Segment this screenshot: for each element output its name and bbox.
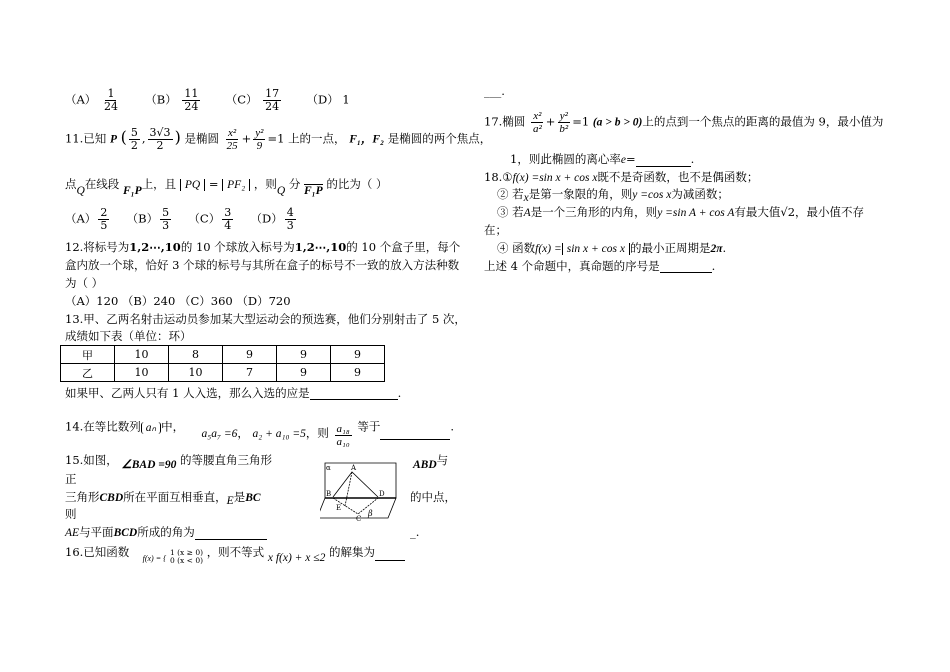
q11-end: 是椭圆的两个焦点， [387, 131, 492, 146]
label-c: C [356, 515, 362, 522]
q11-line-2 [65, 177, 388, 197]
q16-function: f(x) = { [142, 554, 167, 563]
table-cell: 7 [223, 364, 277, 382]
label-b: B [326, 490, 332, 498]
q17-line-1: 17.椭圆 $\frac{\text{x²}}{\text{a²}}$ + $\frac{\text{y²}}{\text{b²}}$ =1 (a > b > 0)上的点到一个焦点的距离的最值为 9，最小值为 [484, 110, 884, 135]
q17-line-2 [510, 152, 694, 167]
q17-l2-a: 1，则此椭圆的离心率 [510, 152, 621, 166]
q10-option-c-label: （C） [225, 92, 258, 107]
q13-answer-blank [310, 387, 398, 400]
q10-option-c-fraction: $\frac{17}{24}$ [265, 87, 280, 113]
q18-line-5 [497, 241, 726, 256]
q14-cond-2: a₂ + a₁₀ =5 [252, 427, 306, 440]
q12-range-2: 1,2⋯,10 [294, 240, 347, 254]
q13-line-2: 成绩如下表（单位：环） [65, 329, 192, 343]
label-d: D [379, 490, 385, 498]
q11-option-a-label: （A） [65, 211, 97, 226]
q11-point-q: Q [76, 185, 85, 197]
q12-l1-a: 12.将标号为 [65, 240, 130, 254]
q12-line-2: 盒内放一个球，恰好 3 个球的标号与其所在盒子的标号不一致的放入方法种数 [65, 258, 460, 272]
q10-option-d-label: （D） [306, 92, 339, 107]
q16-answer-blank [375, 548, 405, 561]
q15-l5-b: 所成的角为 [137, 525, 195, 539]
q14-answer-blank [380, 427, 450, 440]
q14-e: 等于 [357, 419, 381, 434]
q17-ellipse-y: $\frac{\text{y²}}{\text{b²}}$ [559, 110, 569, 135]
q16-cases [170, 549, 203, 565]
q16-lead: 16.已知函数 [65, 545, 130, 559]
q16-line [65, 545, 405, 565]
q18-line-2 [497, 187, 729, 202]
q12-l1-e: 的 10 个盒子里，每个 [346, 240, 461, 254]
q15-cbd: CBD [99, 492, 124, 504]
q18-x: x [523, 192, 529, 204]
q12-line-3: 为（ ） [65, 276, 104, 290]
q11-option-a: $\frac{2}{5}$ [100, 206, 108, 232]
q17-eq: =1 [572, 114, 590, 129]
q15-l3-c: 是 [233, 490, 246, 504]
q14-sequence: aₙ [141, 422, 161, 434]
q11-l2-b: 在线段 [84, 177, 120, 191]
q13-score-table [60, 345, 385, 382]
q15-l1-c: 与 [436, 453, 449, 467]
q18-lead: 18.① [484, 170, 513, 184]
q10-option-a-label: （A） [65, 92, 97, 107]
q18-f2: y =cos x [632, 189, 672, 201]
q18-l5-a: ④ 函数 [497, 241, 536, 255]
q11-l2-c: 上，且 [141, 177, 177, 191]
q15-bc: BC [245, 492, 261, 504]
q11-options [65, 207, 298, 232]
q15-line-5 [65, 525, 267, 540]
table-cell: 9 [331, 346, 385, 364]
q17-lead: 17.椭圆 [484, 114, 526, 129]
q18-l3-c: 有最大值 [734, 205, 781, 219]
q18-line-4: 在； [484, 223, 507, 237]
q15-line-5-end: _. [410, 525, 420, 539]
q13-line-1: 13.甲、乙两名射击运动员参加某大型运动会的预选赛，他们分别射击了 5 次， [65, 312, 466, 326]
table-cell: 9 [277, 346, 331, 364]
q11-mid: 是椭圆 [184, 131, 219, 146]
q11-px: $\frac{5}{2}$ [130, 126, 138, 152]
q12-l1-c: 的 10 个球放入标号为 [180, 240, 295, 254]
q13-line-3: 如果甲、乙两人只有 1 人入选，那么入选的应是 . [65, 386, 402, 400]
q18-l3-a: ③ 若 [497, 205, 524, 219]
q16-case-0: 0 (x < 0) [169, 556, 204, 565]
q17-l2-c: . [690, 152, 695, 166]
q15-line-4: 则 [65, 507, 77, 521]
q10-option-b-fraction: $\frac{11}{24}$ [184, 87, 199, 113]
q11-l2-a: 点 [65, 177, 77, 191]
q18-answer-blank [660, 260, 712, 273]
label-e: E [336, 504, 342, 512]
q11-option-d: $\frac{4}{3}$ [286, 206, 294, 232]
q11-line-1: 11.已知 P ( $\frac{5}{2}$ , $\frac{3√3}{2}$ ) 是椭圆 $\frac{\text{x²}}{25}$ + $\frac{\text{y²}}{9}$ =1 上的一点， F₁，F₂ 是椭圆的两个焦点， [65, 126, 492, 152]
q11-l2-d: ，则 [253, 177, 277, 191]
q18-l2-a: ② 若 [497, 187, 524, 201]
q15-angle: ∠BAD =90 [121, 459, 177, 471]
q11-l2-e: 分 [288, 177, 301, 191]
q15-abd: ABD [413, 459, 437, 471]
label-beta: β [368, 509, 373, 518]
q15-l3-b: 所在平面互相垂直， [123, 490, 227, 504]
q11-segment: F₁P [122, 185, 142, 197]
q11-option-b-label: （B） [126, 211, 159, 226]
q18-question: 上述 4 个命题中，真命题的序号是 [484, 259, 660, 273]
q15-l3-a: 三角形 [65, 490, 100, 504]
table-row [61, 346, 385, 364]
table-cell: 8 [169, 346, 223, 364]
table-row [61, 364, 385, 382]
q18-l2-b: 是第一象限的角，则 [528, 187, 633, 201]
q12-options: （A）120 （B）240 （C）360 （D）720 [65, 294, 291, 308]
q18-sqrt2: √2 [780, 205, 796, 219]
q16-case-1: 1 (x ≥ 0) [169, 548, 204, 557]
q18-l3-d: ，最小值不存 [795, 205, 865, 219]
q18-period: 2π [710, 243, 723, 255]
table-cell: 9 [331, 364, 385, 382]
q17-answer-blank [636, 154, 691, 167]
q11-option-b: $\frac{5}{3}$ [162, 206, 170, 232]
q11-lead: 11.已知 [65, 131, 107, 146]
table-cell: 乙 [61, 364, 115, 382]
table-cell: 10 [115, 346, 169, 364]
q18-line-1 [484, 170, 758, 185]
q10-options [65, 88, 350, 113]
q16-c: 的解集为 [329, 545, 375, 559]
q15-line-2: 正 [65, 472, 77, 486]
q11-post: 上的一点， [288, 131, 346, 146]
q15-lead: 15.如图， [65, 453, 118, 467]
q11-abs-pf2: PF₂ [222, 179, 250, 191]
q17-l2-b: = [625, 152, 636, 166]
q18-line-3 [497, 205, 864, 220]
q11-point-q2: Q [276, 185, 286, 197]
q18-line-6 [484, 259, 715, 273]
q15-line-3 [65, 490, 261, 505]
triangle-abd [333, 472, 378, 497]
q15-line-3-right: 的中点， [410, 490, 456, 504]
q15-bcd: BCD [113, 527, 138, 539]
q14-d: ，则 [305, 425, 329, 440]
q17-e: e [620, 154, 626, 166]
q14-cond-1: a₅a₇ =6 [201, 427, 238, 440]
q11-point-p: P [109, 133, 117, 146]
q11-option-d-label: （D） [250, 211, 283, 226]
q18-abs: sin x + cos x [562, 243, 630, 255]
q11-option-c: $\frac{3}{4}$ [224, 206, 232, 232]
label-a: A [351, 464, 357, 472]
q17-condition: (a > b > 0) [592, 116, 643, 129]
q18-l5-b: 的最小正周期是 [629, 241, 711, 255]
q18-l1-b: 既不是奇函数，也不是偶函数； [597, 170, 759, 184]
q12-line-1 [65, 240, 460, 254]
table-cell: 甲 [61, 346, 115, 364]
q17-b: 上的点到一个焦点的距离的最值为 9，最小值为 [642, 114, 884, 129]
q14-lead: 14.在等比数列 [65, 419, 141, 434]
q11-vector: F₁P [303, 185, 323, 197]
q11-ellipse-x: $\frac{\text{x²}}{25}$ [226, 127, 238, 152]
q11-eq: = [208, 177, 219, 191]
q18-f1: f(x) =sin x + cos x [512, 172, 598, 184]
q15-ae: AE [65, 527, 80, 539]
q11-foci: F₁，F₂ [349, 133, 385, 146]
q16-b: ，则不等式 [206, 545, 265, 559]
q18-f3: y =sin A + cos A [657, 207, 735, 219]
q18-l5-c: . [722, 241, 727, 255]
table-cell: 9 [277, 364, 331, 382]
q16-inequality: x f(x) + x ≤2 [267, 552, 326, 564]
q11-option-c-label: （C） [188, 211, 221, 226]
q11-l2-f: 的比为（ ） [326, 177, 388, 191]
q11-ellipse-y: $\frac{\text{y²}}{9}$ [255, 127, 264, 152]
q18-l2-c: 为减函数； [671, 187, 729, 201]
q15-e: E [226, 495, 234, 507]
q13-question: 如果甲、乙两人只有 1 人入选，那么入选的应是 [65, 386, 310, 400]
q15-line-1 [65, 453, 272, 471]
q14-ratio: $\frac{\text{a₁₈}}{\text{a₁₀}}$ [336, 423, 350, 448]
q18-f4: f(x) = [535, 243, 562, 255]
q11-abs-pq: PQ [180, 179, 205, 191]
q11-py: $\frac{3√3}{2}$ [149, 126, 171, 152]
label-alpha: α [326, 464, 331, 472]
q18-l3-b: 是一个三角形的内角，则 [530, 205, 658, 219]
q10-option-d-value: 1 [342, 92, 350, 107]
q17-ellipse-x: $\frac{\text{x²}}{\text{a²}}$ [532, 110, 542, 135]
q11-eq-one: =1 [267, 131, 285, 146]
table-cell: 9 [223, 346, 277, 364]
q18-end: . [711, 259, 716, 273]
q14-sep: ， [237, 425, 249, 440]
q15-line-1-right [413, 453, 449, 471]
q15-figure [320, 460, 402, 522]
q10-option-b-label: （B） [145, 92, 177, 107]
q15-answer-blank [195, 527, 267, 540]
q10-option-a-fraction: $\frac{1}{24}$ [103, 87, 118, 113]
q14-line: 14.在等比数列 aₙ 中， a₅a₇ =6， a₂ + a₁₀ =5，则 $\frac{\text{a₁₈}}{\text{a₁₀}}$ 等于 . [65, 419, 455, 448]
table-cell: 10 [115, 364, 169, 382]
q15-l1-b: 的等腰直角三角形 [180, 453, 272, 467]
q15-l5-a: 与平面 [79, 525, 114, 539]
table-cell: 10 [169, 364, 223, 382]
q12-range-1: 1,2⋯,10 [129, 240, 181, 254]
q14-b: 中， [161, 419, 185, 434]
right-top-blank: ___. [484, 84, 505, 98]
q18-a: A [523, 207, 531, 219]
